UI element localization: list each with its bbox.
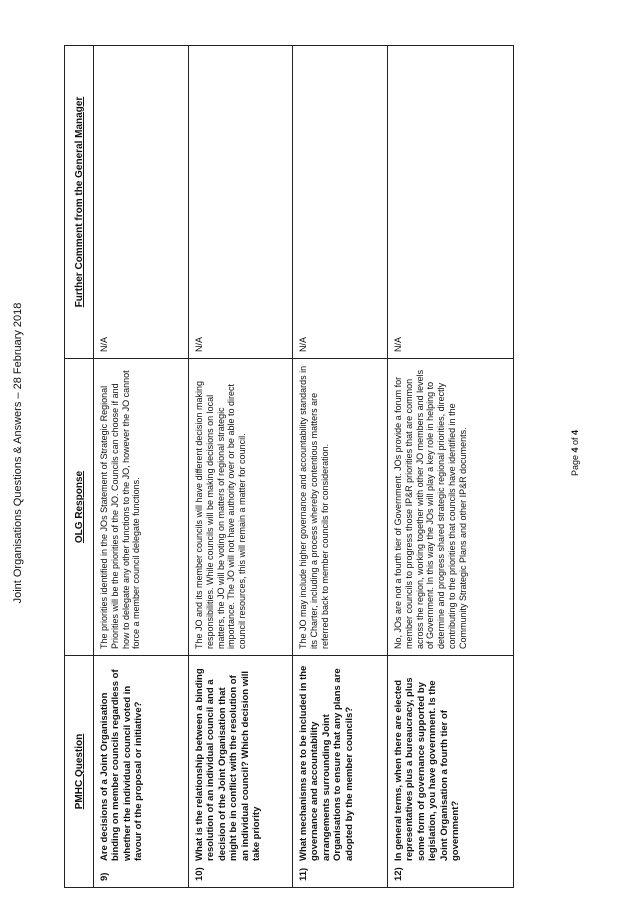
question-text: Are decisions of a Joint Organisation binding on member councils regardless of whether the individual council voted in favour of the proposal or initiative? xyxy=(99,669,145,861)
comment-cell: N/A xyxy=(293,46,388,359)
question-cell xyxy=(388,656,514,888)
comment-cell: N/A xyxy=(388,46,514,359)
question-number: 9) xyxy=(99,872,110,881)
page-header: Joint Organisations Questions & Answers – 28 February 2018 xyxy=(12,302,24,604)
table-row xyxy=(189,46,293,888)
response-cell: The JO may include higher governance and accountability standards in its Charter, including a process whereby contentious matters are referred back to member councils for consideration. xyxy=(293,359,388,656)
table-row xyxy=(94,46,189,888)
page-footer xyxy=(570,0,580,906)
question-number: 12) xyxy=(393,867,404,881)
comment-cell: N/A xyxy=(189,46,293,359)
question-text: In general terms, when there are elected representatives plus a bureaucracy, plus some form of governance supported by legislation, you have government. Is the Joint Organisation a fourth tier of government? xyxy=(393,677,461,861)
footer-middle: of xyxy=(570,434,580,448)
footer-prefix: Page xyxy=(570,452,580,477)
qa-table xyxy=(64,45,514,888)
response-cell: The JO and its member councils will have different decision making responsibilities. While councils will be making decisions on local matters, the JO will be voting on matters of regional strategic importance. The JO will not have authority over or be able to direct council resources, this will remain a matter for council. xyxy=(189,359,293,656)
response-cell: The priorities identified in the JOs Statement of Strategic Regional Priorities will be the priorities of the JO. Councils can choose if and how to delegate any other functions to the JO, however the JO cannot force a member council delegate functions. xyxy=(94,359,189,656)
table-row xyxy=(293,46,388,888)
question-cell xyxy=(189,656,293,888)
column-header-comment: Further Comment from the General Manager xyxy=(65,46,94,359)
footer-page-total: 4 xyxy=(570,429,580,435)
comment-cell: N/A xyxy=(94,46,189,359)
question-text: What mechanisms are to be included in the governance and accountability arrangements surrounding Joint Organisations to ensure that any plans are adopted by the member councils? xyxy=(298,665,355,861)
response-cell: No, JOs are not a fourth tier of Government. JOs provide a forum for member councils to progress those IP&R priorities that are common across the region, working together with other JO members and levels of Government. In this way the JOs will play a key role in helping to determine and progress shared strategic regional priorities, directly contributing to the priorities that councils have identified in the Community Strategic Plans and other IP&R documents. xyxy=(388,359,514,656)
question-number: 10) xyxy=(194,867,205,881)
footer-page-number: 4 xyxy=(570,447,580,453)
question-number: 11) xyxy=(298,867,309,881)
column-header-response: OLG Response xyxy=(65,359,94,656)
table-header-row xyxy=(65,46,94,888)
column-header-question: PMHC Question xyxy=(65,656,94,888)
question-cell xyxy=(94,656,189,888)
question-text: What is the relationship between a binding resolution of an individual council and a decision of the Joint Organisation that might be in conflict with the resolution of an individual council? Which decision will take priority xyxy=(194,668,262,861)
table-row xyxy=(388,46,514,888)
question-cell xyxy=(293,656,388,888)
